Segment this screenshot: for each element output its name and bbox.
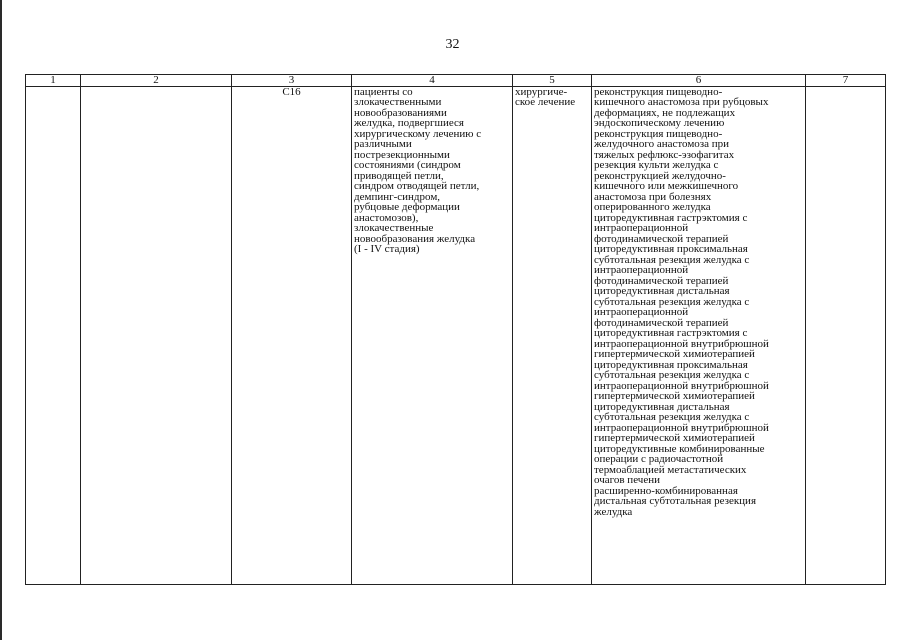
- treatment-method-line: деформациях, не подлежащих: [594, 106, 736, 119]
- patient-model-line: хирургическому лечению с: [354, 127, 482, 140]
- column-header-2: 2: [81, 75, 232, 87]
- treatment-method-line: термоаблацией метастатических: [594, 463, 747, 476]
- treatment-method-line: дистальная субтотальная резекция: [594, 495, 757, 507]
- treatment-type-line: хирургиче-: [515, 85, 568, 98]
- treatment-method-line: циторедуктивная проксимальная: [594, 243, 748, 255]
- patient-model-line: различными: [354, 138, 412, 150]
- treatment-method-line: фотодинамической терапией: [594, 232, 729, 245]
- treatment-method-line: фотодинамической терапией: [594, 274, 729, 287]
- treatment-method-line: желудочного анастомоза при: [594, 138, 730, 150]
- treatment-method-line: эндоскопическому лечению: [594, 117, 725, 129]
- column-header-4: 4: [352, 75, 513, 87]
- treatment-method-line: операции с радиочастотной: [594, 453, 724, 465]
- treatment-method-line: тяжелых рефлюкс-эзофагитах: [594, 148, 735, 161]
- treatment-method-line: циторедуктивные комбинированные: [594, 442, 765, 455]
- column-header-6: 6: [592, 75, 806, 87]
- cell-patient-model: [352, 86, 513, 584]
- treatment-method-line: анастомоза при болезнях: [594, 190, 712, 203]
- patient-model-line: злокачественными: [354, 96, 442, 108]
- patient-model-line: синдром отводящей петли,: [354, 180, 480, 192]
- treatment-method-line: желудка: [594, 505, 633, 518]
- column-header-1: 1: [26, 75, 81, 87]
- patient-model-line: приводящей петли,: [354, 169, 444, 182]
- treatment-method-line: очагов печени: [594, 474, 660, 486]
- patient-model-line: анастомозов),: [354, 211, 419, 224]
- treatment-method-line: интраоперационной: [594, 222, 689, 234]
- treatment-method-line: реконструкцией желудочно-: [594, 169, 726, 182]
- treatment-method-line: циторедуктивная гастрэктомия с: [594, 211, 748, 224]
- patient-model-line: злокачественные: [354, 222, 434, 234]
- treatment-method-line: интраоперационной: [594, 264, 689, 276]
- patient-model-line: демпинг-синдром,: [354, 190, 441, 203]
- treatment-method-line: оперированного желудка: [594, 201, 711, 213]
- treatment-method-line: циторедуктивная дистальная: [594, 285, 730, 297]
- patient-model-line: новообразования желудка: [354, 232, 476, 245]
- patient-model-line: желудка, подвергшиеся: [354, 117, 464, 129]
- treatment-method-line: субтотальная резекция желудка с: [594, 253, 750, 266]
- table-row: [26, 86, 886, 584]
- treatment-method-line: интраоперационной внутрибрюшной: [594, 379, 769, 392]
- treatment-method-line: резекция культи желудка с: [594, 159, 719, 171]
- treatment-method-line: фотодинамической терапией: [594, 316, 729, 329]
- column-header-7: 7: [806, 75, 886, 87]
- column-header-5: 5: [513, 75, 592, 87]
- page-number: 32: [445, 37, 460, 52]
- treatment-method-line: субтотальная резекция желудка с: [594, 369, 750, 381]
- treatment-method-line: интраоперационной внутрибрюшной: [594, 337, 769, 350]
- treatment-method-line: кишечного или межкишечного: [594, 180, 739, 192]
- scan-edge-line: [0, 0, 2, 640]
- patient-model-text: [354, 87, 510, 255]
- treatment-method-line: интраоперационной: [594, 306, 689, 318]
- cell-profile: [81, 86, 232, 584]
- treatment-method-line: интраоперационной внутрибрюшной: [594, 421, 769, 434]
- patient-model-line: пострезекционными: [354, 148, 450, 161]
- treatment-method-line: циторедуктивная проксимальная: [594, 358, 748, 371]
- treatment-method-line: расширенно-комбинированная: [594, 484, 738, 497]
- patient-model-line: новообразованиями: [354, 106, 447, 119]
- treatment-type-line: ское лечение: [515, 96, 576, 108]
- column-header-3: 3: [232, 75, 352, 87]
- treatment-method-line: реконструкция пищеводно-: [594, 85, 723, 98]
- cell-standard: [806, 86, 886, 584]
- patient-model-line: состояниями (синдром: [354, 159, 461, 171]
- treatment-type-text: [515, 87, 589, 108]
- patient-model-line: пациенты со: [354, 85, 413, 98]
- treatment-method-text: [594, 87, 803, 518]
- treatment-method-line: субтотальная резекция желудка с: [594, 295, 750, 308]
- cell-diagnosis-code: С16: [232, 86, 352, 584]
- treatment-method-line: реконструкция пищеводно-: [594, 127, 723, 140]
- treatment-method-line: субтотальная резекция желудка с: [594, 411, 750, 423]
- treatment-method-line: циторедуктивная гастрэктомия с: [594, 327, 748, 339]
- treatment-method-line: гипертермической химиотерапией: [594, 390, 755, 402]
- cell-treatment-type: [513, 86, 592, 584]
- cell-treatment-method: [592, 86, 806, 584]
- patient-model-line: рубцовые деформации: [354, 201, 460, 213]
- table-header-row: [26, 75, 886, 87]
- cell-number: [26, 86, 81, 584]
- document-table: [25, 74, 886, 585]
- patient-model-line: (I - IV стадия): [354, 243, 420, 255]
- treatment-method-line: циторедуктивная дистальная: [594, 400, 730, 413]
- treatment-method-line: гипертермической химиотерапией: [594, 432, 755, 444]
- treatment-method-line: гипертермической химиотерапией: [594, 348, 755, 360]
- treatment-method-line: кишечного анастомоза при рубцовых: [594, 96, 769, 108]
